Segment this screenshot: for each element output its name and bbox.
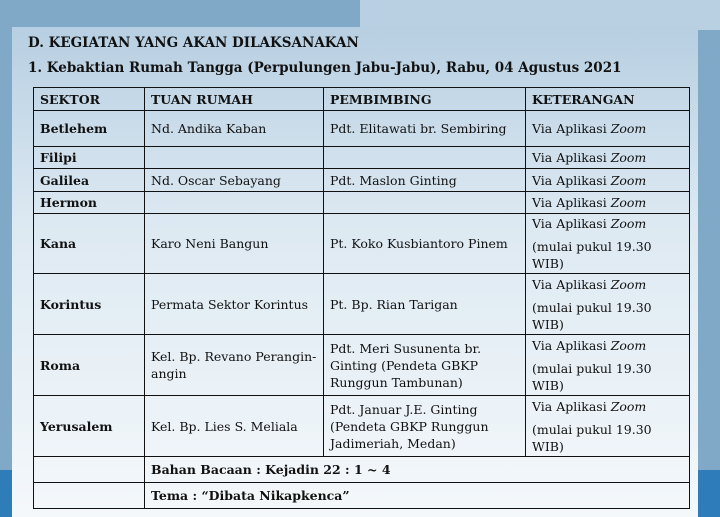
- table-row: [34, 335, 690, 396]
- header-tuan-rumah: TUAN RUMAH: [145, 88, 324, 111]
- ket-app: Zoom: [610, 337, 647, 353]
- pembimbing-cell: [324, 192, 526, 214]
- table-row: [34, 274, 690, 335]
- ket-line1: [532, 398, 683, 415]
- ket-prefix: Via Aplikasi: [532, 195, 607, 210]
- tuan-rumah-cell: Nd. Andika Kaban: [145, 111, 324, 147]
- ket-line1: [532, 276, 683, 293]
- keterangan-cell: [526, 396, 690, 457]
- table-row: [34, 147, 690, 169]
- background-top-panel: [360, 0, 720, 30]
- pembimbing-cell: [324, 147, 526, 169]
- event-subheading: 1. Kebaktian Rumah Tangga (Perpulungen Jabu-Jabu), Rabu, 04 Agustus 2021: [28, 60, 622, 76]
- table-row: [34, 169, 690, 192]
- ket-time: (mulai pukul 19.30 WIB): [532, 299, 652, 332]
- ket-time: (mulai pukul 19.30 WIB): [532, 360, 652, 393]
- table-row: [34, 396, 690, 457]
- ket-app: Zoom: [610, 276, 647, 292]
- ket-app: Zoom: [610, 121, 647, 136]
- ket-app: Zoom: [610, 216, 647, 231]
- sektor-cell: Kana: [34, 214, 145, 274]
- ket-line1: [532, 215, 683, 232]
- ket-line1: [532, 337, 683, 354]
- table-row: [34, 214, 690, 274]
- keterangan-cell: [526, 274, 690, 335]
- pembimbing-cell: Pt. Bp. Rian Tarigan: [324, 274, 526, 335]
- blank-cell: [34, 457, 145, 483]
- keterangan-cell: [526, 147, 690, 169]
- header-sektor: SEKTOR: [34, 88, 145, 111]
- tema-row: [34, 483, 690, 509]
- ket-prefix: Via Aplikasi: [532, 337, 607, 353]
- pembimbing-cell: Pdt. Elitawati br. Sembiring: [324, 111, 526, 147]
- ket-prefix: Via Aplikasi: [532, 172, 607, 188]
- blank-cell: [34, 483, 145, 509]
- pembimbing-cell: Pdt. Maslon Ginting: [324, 169, 526, 192]
- keterangan-cell: [526, 214, 690, 274]
- table-header-row: [34, 88, 690, 111]
- ket-prefix: Via Aplikasi: [532, 150, 607, 165]
- ket-prefix: Via Aplikasi: [532, 216, 607, 231]
- ket-app: Zoom: [610, 172, 647, 188]
- sektor-cell: Galilea: [34, 169, 145, 192]
- pembimbing-cell: Pt. Koko Kusbiantoro Pinem: [324, 214, 526, 274]
- keterangan-cell: [526, 335, 690, 396]
- sektor-cell: Hermon: [34, 192, 145, 214]
- ket-prefix: Via Aplikasi: [532, 398, 607, 414]
- sektor-cell: Filipi: [34, 147, 145, 169]
- pembimbing-cell: Pdt. Meri Susunenta br. Ginting (Pendeta GBKP Runggun Tambunan): [324, 335, 526, 396]
- sektor-cell: Yerusalem: [34, 396, 145, 457]
- tuan-rumah-cell: Kel. Bp. Revano Perangin-angin: [145, 335, 324, 396]
- tema: Tema : “Dibata Nikapkenca”: [145, 483, 690, 509]
- sektor-cell: Betlehem: [34, 111, 145, 147]
- table-row: [34, 192, 690, 214]
- schedule-table: [33, 87, 690, 509]
- header-pembimbing: PEMBIMBING: [324, 88, 526, 111]
- tuan-rumah-cell: [145, 192, 324, 214]
- section-heading: D. KEGIATAN YANG AKAN DILAKSANAKAN: [28, 35, 359, 51]
- keterangan-cell: [526, 169, 690, 192]
- tuan-rumah-cell: Karo Neni Bangun: [145, 214, 324, 274]
- header-keterangan: KETERANGAN: [526, 88, 690, 111]
- sektor-cell: Korintus: [34, 274, 145, 335]
- keterangan-cell: [526, 192, 690, 214]
- sektor-cell: Roma: [34, 335, 145, 396]
- tuan-rumah-cell: [145, 147, 324, 169]
- table-row: [34, 111, 690, 147]
- ket-app: Zoom: [610, 150, 647, 165]
- ket-app: Zoom: [610, 195, 647, 210]
- ket-prefix: Via Aplikasi: [532, 121, 607, 136]
- ket-app: Zoom: [610, 398, 647, 414]
- ket-prefix: Via Aplikasi: [532, 276, 607, 292]
- pembimbing-cell: Pdt. Januar J.E. Ginting (Pendeta GBKP Runggun Jadimeriah, Medan): [324, 396, 526, 457]
- bahan-bacaan-row: [34, 457, 690, 483]
- ket-time: (mulai pukul 19.30 WIB): [532, 421, 652, 454]
- tuan-rumah-cell: Kel. Bp. Lies S. Meliala: [145, 396, 324, 457]
- bahan-bacaan: Bahan Bacaan : Kejadin 22 : 1 ~ 4: [145, 457, 690, 483]
- keterangan-cell: [526, 111, 690, 147]
- tuan-rumah-cell: Nd. Oscar Sebayang: [145, 169, 324, 192]
- ket-time: (mulai pukul 19.30 WIB): [532, 239, 652, 271]
- tuan-rumah-cell: Permata Sektor Korintus: [145, 274, 324, 335]
